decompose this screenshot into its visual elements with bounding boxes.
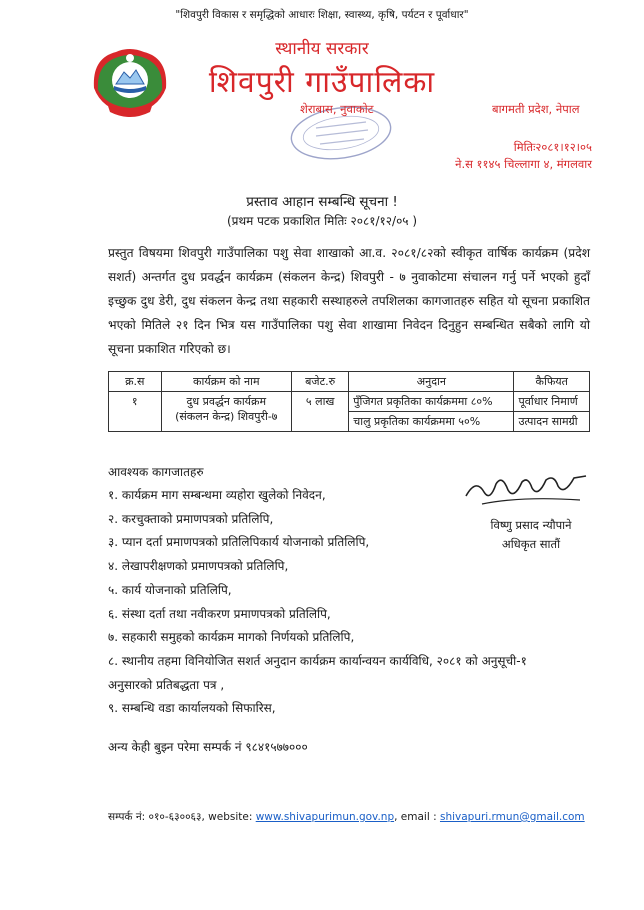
cell-remarks-materials: उत्पादन सामग्री [514,412,590,432]
header-remarks: कैफियत [514,372,590,392]
signatory-name: विष्णु प्रसाद न्यौपाने [490,518,572,532]
header-program-name: कार्यक्रम को नाम [161,372,292,392]
header-budget: बजेट.रु [292,372,349,392]
table-header-row [109,372,590,392]
cell-program-name [161,392,292,432]
signatory-title: अधिकृत सातौं [501,537,561,551]
footer-website-label: website: [208,811,253,823]
municipality-name: शिवपुरी गाउँपालिका [208,65,436,100]
list-item: ४. लेखापरीक्षणको प्रमाणपत्रको प्रतिलिपि, [108,559,289,574]
footer-phone: सम्पर्क नं: ०१०-६३००६३, [108,811,205,823]
website-link[interactable]: www.shivapurimun.gov.np [255,811,395,823]
list-item: ८. स्थानीय तहमा विनियोजित सशर्त अनुदान कार्यक्रम कार्यान्वयन कार्यविधि, २०८१ को अनुसूची-१ [108,653,527,668]
contact-line: अन्य केही बुझ्न परेमा सम्पर्क नं ९८४१५७७००० [108,740,308,754]
table-row [109,392,590,412]
government-label: स्थानीय सरकार [275,39,369,59]
list-item: १. कार्यक्रम माग सम्बन्धमा व्यहोरा खुलेको निवेदन, [108,488,326,502]
notice-paragraph: प्रस्तुत विषयमा शिवपुरी गाउँपालिका पशु सेवा शाखाको आ.व. २०८१/८२को स्वीकृत वार्षिक कार्यक्रम (प्रदेश सशर्त) अन्तर्गत दुध प्रवर्द्धन कार्यक्रम (संकलन केन्द्र) शिवपुरी - ७ नुवाकोटमा संचालन गर्नु पर्ने भएको हुदाँ इच्छुक दुध डेरी, दुध संकलन केन्द्र तथा सहकारी सस्थाहरुले तपशिलका कागजातहरु सहित यो सूचना प्रकाशित भएको मितिले २१ दिन भित्र यस गाउँपालिका पशु सेवा शाखामा निवेदन दिनुहुन सम्बन्धित सबैको लागि यो सूचना प्रकाशित गरिएको छ। [108,246,590,356]
reference-number: ने.स ११४५ चिल्लागा ४, मंगलवार [455,157,592,171]
program-table [108,371,590,432]
list-item: २. करचुक्ताको प्रमाणपत्रको प्रतिलिपि, [108,511,274,526]
documents-heading: आवश्यक कागजातहरु [108,465,204,479]
list-item: ५. कार्य योजनाको प्रतिलिपि, [108,582,232,597]
cell-remarks-infrastructure: पूर्वाधार निमार्ण [514,392,590,412]
address: शेराबास, नुवाकोट [300,102,374,116]
program-name-line1: दुध प्रवर्द्धन कार्यक्रम [186,395,267,408]
header-serial: क्र.स [109,372,162,392]
cell-budget: ५ लाख [292,392,349,432]
footer [108,810,585,824]
list-item: ३. प्यान दर्ता प्रमाणपत्रको प्रतिलिपिकार्य योजनाको प्रतिलिपि, [108,535,370,550]
footer-email-label: , email : [394,811,437,823]
cell-grant-recurrent: चालु प्रकृतिका कार्यक्रममा ५०% [349,412,514,432]
notice-date: मितिः२०८१।१२।०५ [513,140,592,154]
cell-grant-capital: पुँजिगत प्रकृतिका कार्यक्रममा ८०% [349,392,514,412]
motto: "शिवपुरी विकास र समृद्धिको आधारः शिक्षा, स्वास्थ्य, कृषि, पर्यटन र पूर्वाधार" [175,9,469,21]
notice-body [108,241,590,361]
province-label: बागमती प्रदेश, नेपाल [492,102,580,116]
list-item: ७. सहकारी समुहको कार्यक्रम मागको निर्णयको प्रतिलिपि, [108,630,355,645]
notice-title: प्रस्ताव आहान सम्बन्धि सूचना ! [246,194,398,210]
notice-subtitle: (प्रथम पटक प्रकाशित मितिः २०८१/१२/०५ ) [226,214,418,228]
cell-serial: १ [109,392,162,432]
signature-image [462,470,592,510]
program-name-line2: (संकलन केन्द्र) शिवपुरी-७ [175,410,278,423]
list-item: ९. सम्बन्धि वडा कार्यालयको सिफारिस, [108,701,276,716]
list-item: अनुसारको प्रतिबद्धता पत्र , [108,677,225,692]
list-item: ६. संस्था दर्ता तथा नवीकरण प्रमाणपत्रको प्रतिलिपि, [108,606,331,621]
email-link[interactable]: shivapuri.rmun@gmail.com [439,811,585,823]
header-grant: अनुदान [349,372,514,392]
